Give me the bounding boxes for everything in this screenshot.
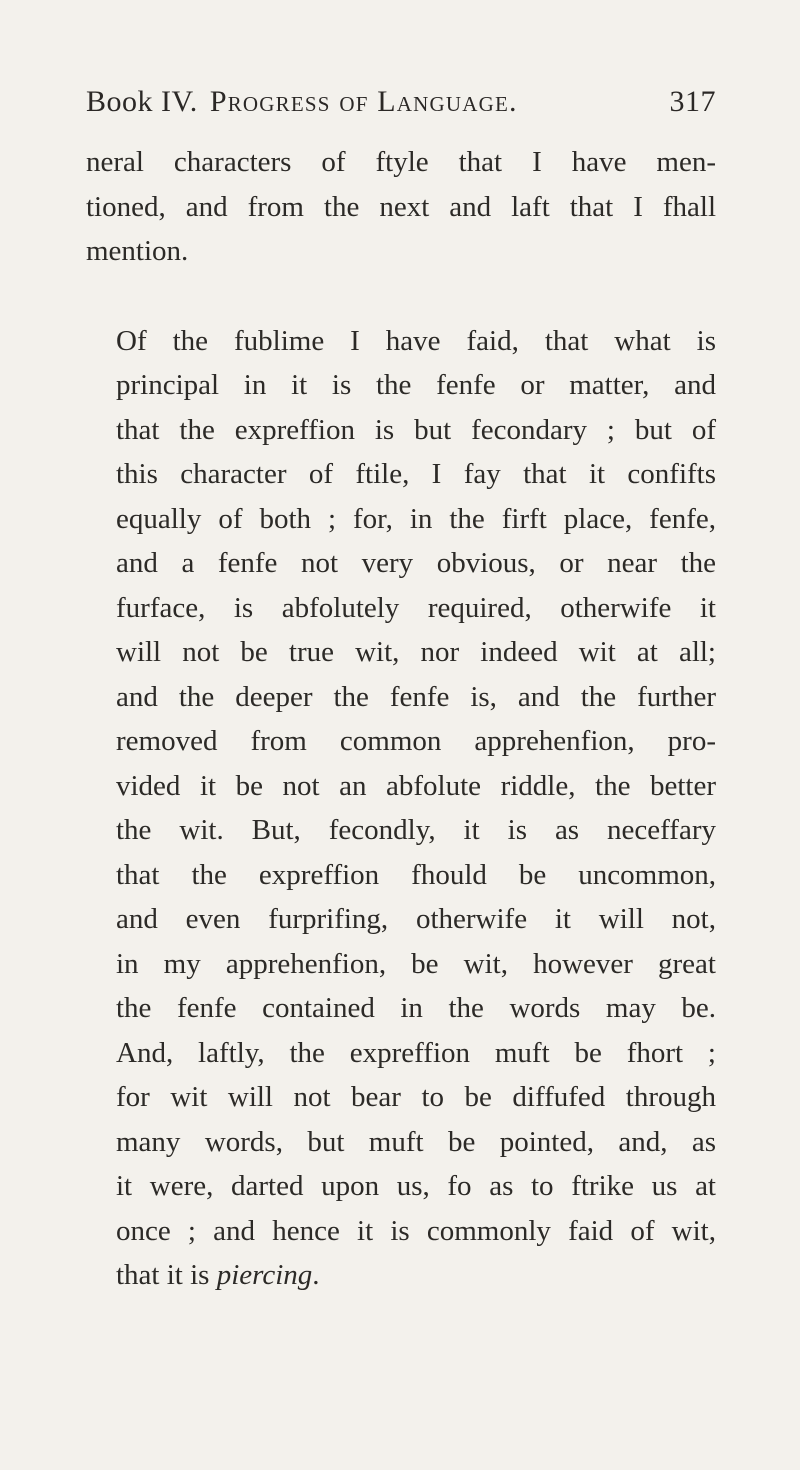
text-line: for wit will not bear to be diffufed through: [116, 1081, 716, 1113]
running-head: [86, 80, 716, 124]
paragraph-continued: [86, 140, 716, 274]
body-text: [86, 140, 716, 1298]
text-line: it were, darted upon us, fo as to ftrike us at: [116, 1170, 716, 1202]
text-line: mention.: [86, 235, 189, 267]
text-line: this character of ftile, I fay that it confifts: [116, 458, 716, 490]
text-line: removed from common apprehenfion, pro-: [116, 725, 716, 757]
text-line: the fenfe contained in the words may be.: [116, 992, 716, 1024]
page-number: 317: [669, 85, 716, 118]
text-line: And, laftly, the expreffion muft be fhort ;: [116, 1036, 716, 1069]
text-line: equally of both ; for, in the firft place, fenfe,: [116, 502, 716, 535]
text-line: furface, is abfolutely required, otherwife it: [116, 591, 716, 624]
paragraph-wit: [86, 319, 716, 1298]
text-line: principal in it is the fenfe or matter, and: [116, 369, 716, 401]
text-line: and a fenfe not very obvious, or near the: [116, 547, 716, 579]
text-line: and even furprifing, otherwife it will not,: [116, 903, 716, 935]
text-line: tioned, and from the next and laft that I fhall: [86, 190, 716, 223]
text-line: vided it be not an abfolute riddle, the better: [116, 769, 716, 802]
text-line: that the expreffion is but fecondary ; but of: [116, 413, 716, 446]
final-text-line: [86, 1253, 716, 1298]
text-line: once ; and hence it is commonly faid of wit,: [116, 1214, 716, 1247]
final-line-prefix: that it is: [116, 1259, 217, 1291]
text-line: will not be true wit, nor indeed wit at all;: [116, 636, 716, 668]
text-line: neral characters of ftyle that I have men-: [86, 146, 716, 178]
text-line: many words, but muft be pointed, and, as: [116, 1125, 716, 1158]
final-line-suffix: .: [312, 1259, 320, 1291]
italic-term: piercing: [216, 1259, 313, 1291]
text-line: and the deeper the fenfe is, and the further: [116, 680, 716, 713]
chapter-title: Progress of Language.: [209, 85, 518, 118]
text-line: that the expreffion fhould be uncommon,: [116, 858, 716, 891]
text-line: in my apprehenfion, be wit, however great: [116, 947, 716, 980]
text-line: the wit. But, fecondly, it is as neceffary: [116, 814, 716, 846]
book-label: Book IV.: [86, 85, 198, 118]
text-line: Of the fublime I have faid, that what is: [116, 324, 716, 357]
